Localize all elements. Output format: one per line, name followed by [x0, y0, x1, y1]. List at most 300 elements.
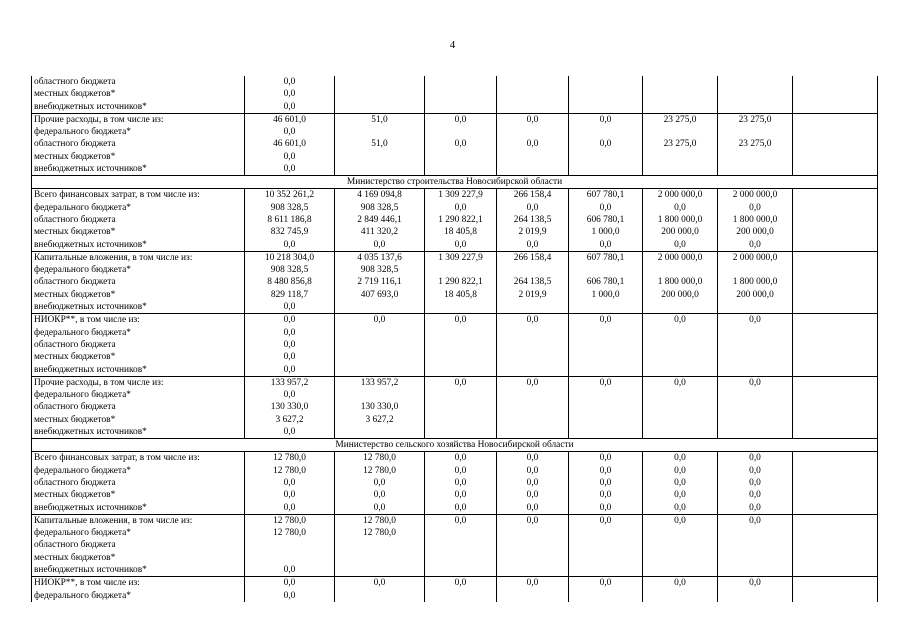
- row-label-cell: [32, 113, 245, 175]
- budget-value: [337, 539, 422, 551]
- value-cell: [245, 314, 335, 376]
- budget-value: 0,0: [526, 139, 539, 150]
- budget-value: 130 330,0: [360, 402, 399, 413]
- budget-value: 0,0: [674, 453, 686, 464]
- budget-source-label: областного бюджета: [34, 277, 116, 288]
- value-cell: [569, 376, 643, 438]
- budget-value: 1 309 227,9: [438, 252, 483, 263]
- row-label-cell: [32, 577, 245, 602]
- budget-value: [337, 426, 422, 438]
- budget-source-label: областного бюджета: [34, 214, 116, 225]
- budget-value: [645, 564, 715, 576]
- budget-value: [720, 151, 790, 163]
- value-cell: [569, 514, 643, 576]
- budget-value: 0,0: [749, 502, 761, 513]
- value-cell: [643, 76, 718, 113]
- budget-value: 832 745,9: [270, 227, 309, 238]
- budget-value: [571, 339, 640, 351]
- value-cell: [643, 314, 718, 376]
- budget-value: 0,0: [526, 502, 539, 513]
- budget-value: [645, 163, 715, 175]
- budget-value: 0,0: [454, 453, 467, 464]
- budget-value: [427, 88, 494, 100]
- budget-value: [571, 552, 640, 564]
- budget-value: [645, 527, 715, 539]
- budget-value: [427, 539, 494, 551]
- budget-source-label: областного бюджета: [34, 77, 116, 87]
- budget-value: [571, 590, 640, 602]
- budget-value: 0,0: [749, 453, 761, 464]
- budget-value: 607 780,1: [586, 252, 625, 263]
- budget-value: 0,0: [454, 578, 467, 589]
- budget-value: [499, 76, 566, 88]
- budget-value: [720, 351, 790, 363]
- budget-value: 1 800 000,0: [732, 277, 778, 288]
- budget-table: [31, 76, 878, 602]
- budget-value: [499, 327, 566, 339]
- budget-value: [645, 339, 715, 351]
- budget-value: [337, 552, 422, 564]
- value-cell: [793, 376, 878, 438]
- budget-source-label: местных бюджетов*: [34, 352, 116, 363]
- budget-value: 2 849 446,1: [357, 214, 402, 225]
- budget-value: [499, 364, 566, 376]
- budget-value: 0,0: [599, 477, 612, 488]
- budget-value: [499, 264, 566, 276]
- budget-value: 0,0: [283, 352, 296, 363]
- budget-source-label: внебюджетных источников*: [34, 427, 147, 438]
- budget-value: 2 000 000,0: [657, 190, 703, 201]
- budget-value: [499, 401, 566, 413]
- budget-value: [427, 389, 494, 401]
- value-cell: [793, 76, 878, 113]
- budget-value: [720, 364, 790, 376]
- budget-value: 1 290 822,1: [438, 214, 483, 225]
- budget-value: 0,0: [283, 239, 296, 250]
- budget-value: [499, 389, 566, 401]
- budget-value: [720, 590, 790, 602]
- budget-source-label: федерального бюджета*: [34, 590, 131, 601]
- budget-value: [720, 389, 790, 401]
- budget-value: [645, 590, 715, 602]
- value-cell: [497, 189, 569, 251]
- budget-value: [571, 301, 640, 313]
- budget-source-label: областного бюджета: [34, 402, 116, 413]
- value-cell: [425, 376, 497, 438]
- budget-source-label: внебюджетных источников*: [34, 239, 147, 250]
- budget-value: [427, 426, 494, 438]
- budget-value: [571, 264, 640, 276]
- budget-value: 0,0: [749, 578, 761, 589]
- budget-source-label: местных бюджетов*: [34, 89, 116, 100]
- budget-value: 1 000,0: [591, 227, 620, 238]
- budget-value: 0,0: [599, 139, 612, 150]
- budget-value: 1 290 822,1: [438, 277, 483, 288]
- budget-value: [720, 327, 790, 339]
- budget-value: 0,0: [749, 377, 761, 388]
- budget-value: 0,0: [526, 114, 539, 125]
- budget-value: 2 719 116,1: [357, 277, 402, 288]
- value-cell: [569, 113, 643, 175]
- value-cell: [569, 189, 643, 251]
- value-cell: [718, 189, 793, 251]
- budget-value: 46 601,0: [273, 114, 306, 125]
- budget-value: 0,0: [599, 465, 612, 476]
- budget-value: 23 275,0: [738, 114, 772, 125]
- budget-value: 0,0: [749, 202, 761, 213]
- budget-value: 266 158,4: [513, 252, 552, 263]
- budget-value: 0,0: [283, 364, 296, 375]
- row-label-cell: [32, 251, 245, 313]
- budget-value: [427, 414, 494, 426]
- budget-value: [499, 339, 566, 351]
- budget-value: 0,0: [526, 578, 539, 589]
- budget-value: [720, 401, 790, 413]
- budget-value: [499, 88, 566, 100]
- budget-value: 23 275,0: [738, 139, 772, 150]
- budget-value: 0,0: [526, 477, 539, 488]
- value-cell: [569, 76, 643, 113]
- budget-value: [427, 351, 494, 363]
- row-label-cell: [32, 452, 245, 514]
- value-cell: [245, 76, 335, 113]
- budget-value: [571, 101, 640, 113]
- budget-value: 10 352 261,2: [264, 190, 315, 201]
- budget-value: 0,0: [526, 453, 539, 464]
- budget-value: 3 627,2: [365, 414, 394, 425]
- budget-value: [571, 151, 640, 163]
- budget-value: [720, 414, 790, 426]
- value-cell: [497, 452, 569, 514]
- section-header-row: [32, 439, 878, 452]
- budget-value: [720, 564, 790, 576]
- value-cell: [425, 189, 497, 251]
- value-cell: [497, 376, 569, 438]
- budget-value: 0,0: [283, 578, 296, 589]
- budget-value: 0,0: [674, 515, 686, 526]
- budget-value: 0,0: [674, 578, 686, 589]
- budget-value: 3 627,2: [275, 414, 304, 425]
- budget-value: 264 138,5: [513, 214, 552, 225]
- budget-value: [645, 126, 715, 138]
- table-row: [32, 514, 878, 576]
- value-cell: [643, 452, 718, 514]
- budget-value: [571, 88, 640, 100]
- value-cell: [718, 251, 793, 313]
- budget-source-label: областного бюджета: [34, 139, 116, 150]
- budget-value: [571, 539, 640, 551]
- budget-value: 1 309 227,9: [438, 190, 483, 201]
- budget-value: 0,0: [749, 477, 761, 488]
- budget-value: [499, 552, 566, 564]
- budget-source-label: федерального бюджета*: [34, 202, 131, 213]
- budget-value: 607 780,1: [586, 190, 625, 201]
- budget-value: [499, 414, 566, 426]
- value-cell: [569, 314, 643, 376]
- budget-value: 4 035 137,6: [357, 252, 402, 263]
- budget-value: 606 780,1: [586, 214, 625, 225]
- budget-value: [499, 426, 566, 438]
- budget-source-label: федерального бюджета*: [34, 528, 131, 539]
- budget-value: 0,0: [599, 315, 612, 326]
- budget-value: [499, 301, 566, 313]
- budget-value: 12 780,0: [273, 528, 306, 539]
- budget-value: 0,0: [283, 101, 296, 112]
- budget-value: 18 405,8: [444, 289, 477, 300]
- value-cell: [497, 251, 569, 313]
- section-header-row: [32, 176, 878, 189]
- value-cell: [718, 113, 793, 175]
- budget-value: 1 000,0: [591, 289, 620, 300]
- budget-value: 0,0: [373, 477, 386, 488]
- budget-value: 0,0: [283, 164, 296, 175]
- budget-source-label: Капитальные вложения, в том числе из:: [34, 515, 193, 526]
- budget-value: [337, 351, 422, 363]
- budget-value: 0,0: [283, 590, 296, 601]
- budget-value: 0,0: [599, 239, 612, 250]
- budget-value: 908 328,5: [270, 265, 309, 276]
- budget-value: 0,0: [283, 490, 296, 501]
- budget-value: [337, 339, 422, 351]
- budget-value: [645, 401, 715, 413]
- budget-value: 0,0: [373, 578, 386, 589]
- budget-value: 0,0: [674, 502, 686, 513]
- budget-source-label: Прочие расходы, в том числе из:: [34, 377, 164, 388]
- budget-value: 0,0: [373, 315, 386, 326]
- budget-source-label: внебюджетных источников*: [34, 564, 147, 575]
- value-cell: [569, 251, 643, 313]
- budget-value: [645, 414, 715, 426]
- value-cell: [793, 514, 878, 576]
- budget-value: 23 275,0: [663, 114, 697, 125]
- budget-value: 0,0: [283, 477, 296, 488]
- budget-value: 0,0: [599, 502, 612, 513]
- budget-value: 0,0: [454, 502, 467, 513]
- budget-value: 12 780,0: [363, 453, 396, 464]
- budget-value: 8 480 856,8: [267, 277, 312, 288]
- budget-value: 829 118,7: [270, 289, 309, 300]
- budget-value: [427, 76, 494, 88]
- value-cell: [643, 376, 718, 438]
- budget-value: 0,0: [283, 315, 296, 326]
- budget-value: 46 601,0: [273, 139, 306, 150]
- budget-value: 0,0: [749, 490, 761, 501]
- budget-source-label: местных бюджетов*: [34, 414, 116, 425]
- budget-value: [720, 264, 790, 276]
- value-cell: [497, 577, 569, 602]
- budget-value: 264 138,5: [513, 277, 552, 288]
- table-row: [32, 577, 878, 602]
- budget-source-label: федерального бюджета*: [34, 465, 131, 476]
- budget-source-label: Всего финансовых затрат, в том числе из:: [34, 190, 200, 201]
- value-cell: [335, 113, 425, 175]
- budget-value: 18 405,8: [444, 227, 477, 238]
- budget-value: 0,0: [373, 502, 386, 513]
- value-cell: [643, 189, 718, 251]
- value-cell: [718, 376, 793, 438]
- value-cell: [718, 514, 793, 576]
- budget-value: 908 328,5: [360, 202, 399, 213]
- row-label-cell: [32, 189, 245, 251]
- budget-value: [720, 101, 790, 113]
- section-title: Министерство строительства Новосибирской области: [32, 176, 878, 189]
- budget-value: 133 957,2: [360, 377, 399, 388]
- budget-value: 407 693,0: [360, 289, 399, 300]
- budget-value: [571, 389, 640, 401]
- budget-value: 0,0: [526, 465, 539, 476]
- row-label-cell: [32, 514, 245, 576]
- budget-value: 0,0: [599, 453, 612, 464]
- value-cell: [718, 452, 793, 514]
- budget-value: 0,0: [454, 465, 467, 476]
- budget-value: 8 611 186,8: [267, 214, 312, 225]
- budget-value: 2 019,9: [518, 289, 547, 300]
- value-cell: [245, 452, 335, 514]
- budget-value: [247, 539, 332, 551]
- budget-value: [645, 389, 715, 401]
- budget-value: 266 158,4: [513, 190, 552, 201]
- value-cell: [335, 314, 425, 376]
- value-cell: [643, 113, 718, 175]
- budget-value: 0,0: [283, 327, 296, 338]
- budget-value: 200 000,0: [736, 289, 774, 300]
- budget-value: [645, 88, 715, 100]
- value-cell: [793, 452, 878, 514]
- budget-source-label: Капитальные вложения, в том числе из:: [34, 252, 193, 263]
- value-cell: [718, 314, 793, 376]
- value-cell: [643, 251, 718, 313]
- budget-value: 0,0: [599, 515, 612, 526]
- value-cell: [497, 113, 569, 175]
- value-cell: [245, 514, 335, 576]
- budget-value: [427, 101, 494, 113]
- table-row: [32, 376, 878, 438]
- budget-value: [720, 527, 790, 539]
- budget-value: [499, 101, 566, 113]
- budget-value: 0,0: [749, 315, 761, 326]
- budget-source-label: местных бюджетов*: [34, 490, 116, 501]
- section-title: Министерство сельского хозяйства Новосибирской области: [32, 439, 878, 452]
- budget-source-label: Прочие расходы, в том числе из:: [34, 114, 164, 125]
- budget-value: [645, 101, 715, 113]
- budget-value: [337, 564, 422, 576]
- budget-value: [645, 151, 715, 163]
- budget-value: [337, 101, 422, 113]
- budget-value: 1 800 000,0: [657, 214, 703, 225]
- budget-value: 0,0: [526, 202, 539, 213]
- budget-value: [337, 163, 422, 175]
- budget-value: 0,0: [674, 315, 686, 326]
- budget-value: [720, 88, 790, 100]
- budget-value: [720, 126, 790, 138]
- budget-value: 606 780,1: [586, 277, 625, 288]
- budget-value: 0,0: [454, 239, 467, 250]
- row-label-cell: [32, 376, 245, 438]
- value-cell: [793, 577, 878, 602]
- value-cell: [335, 452, 425, 514]
- value-cell: [793, 189, 878, 251]
- budget-value: 0,0: [599, 578, 612, 589]
- budget-value: 0,0: [599, 202, 612, 213]
- value-cell: [718, 76, 793, 113]
- value-cell: [245, 577, 335, 602]
- budget-value: 12 780,0: [273, 515, 306, 526]
- budget-value: 0,0: [283, 502, 296, 513]
- budget-value: 0,0: [749, 465, 761, 476]
- budget-value: 908 328,5: [270, 202, 309, 213]
- budget-value: [720, 301, 790, 313]
- budget-value: 0,0: [674, 239, 686, 250]
- budget-value: [720, 76, 790, 88]
- budget-source-label: внебюджетных источников*: [34, 101, 147, 112]
- budget-value: [571, 401, 640, 413]
- budget-value: [645, 327, 715, 339]
- budget-value: 1 800 000,0: [657, 277, 703, 288]
- budget-value: [645, 264, 715, 276]
- value-cell: [335, 189, 425, 251]
- budget-value: 2 000 000,0: [732, 252, 778, 263]
- budget-value: [645, 364, 715, 376]
- budget-value: [499, 151, 566, 163]
- budget-value: [427, 364, 494, 376]
- budget-value: 12 780,0: [273, 453, 306, 464]
- budget-value: 0,0: [283, 151, 296, 162]
- budget-value: [499, 527, 566, 539]
- value-cell: [793, 314, 878, 376]
- budget-value: [337, 301, 422, 313]
- value-cell: [335, 76, 425, 113]
- budget-value: 0,0: [454, 515, 467, 526]
- value-cell: [643, 514, 718, 576]
- budget-value: 0,0: [283, 89, 296, 100]
- budget-value: 1 800 000,0: [732, 214, 778, 225]
- budget-value: [645, 426, 715, 438]
- budget-value: 200 000,0: [661, 289, 699, 300]
- budget-value: 0,0: [454, 490, 467, 501]
- budget-value: [427, 264, 494, 276]
- budget-value: [645, 76, 715, 88]
- value-cell: [793, 113, 878, 175]
- budget-value: [645, 552, 715, 564]
- budget-value: 12 780,0: [363, 515, 396, 526]
- budget-value: 4 169 094,8: [357, 190, 402, 201]
- budget-value: [427, 301, 494, 313]
- value-cell: [497, 76, 569, 113]
- budget-value: 908 328,5: [360, 265, 399, 276]
- value-cell: [245, 189, 335, 251]
- budget-value: 0,0: [373, 490, 386, 501]
- budget-source-label: местных бюджетов*: [34, 289, 116, 300]
- budget-value: [720, 539, 790, 551]
- budget-value: 2 019,9: [518, 227, 547, 238]
- budget-value: [427, 327, 494, 339]
- budget-value: [427, 590, 494, 602]
- budget-value: 10 218 304,0: [264, 252, 315, 263]
- budget-source-label: внебюджетных источников*: [34, 364, 147, 375]
- budget-value: [645, 351, 715, 363]
- budget-value: [499, 351, 566, 363]
- budget-value: [499, 539, 566, 551]
- budget-value: 411 320,2: [360, 227, 399, 238]
- budget-value: [337, 389, 422, 401]
- budget-value: 0,0: [749, 515, 761, 526]
- row-label-cell: [32, 76, 245, 113]
- budget-value: [427, 564, 494, 576]
- row-label-cell: [32, 314, 245, 376]
- budget-value: 0,0: [283, 390, 296, 401]
- budget-source-label: федерального бюджета*: [34, 127, 131, 138]
- budget-value: 0,0: [526, 515, 539, 526]
